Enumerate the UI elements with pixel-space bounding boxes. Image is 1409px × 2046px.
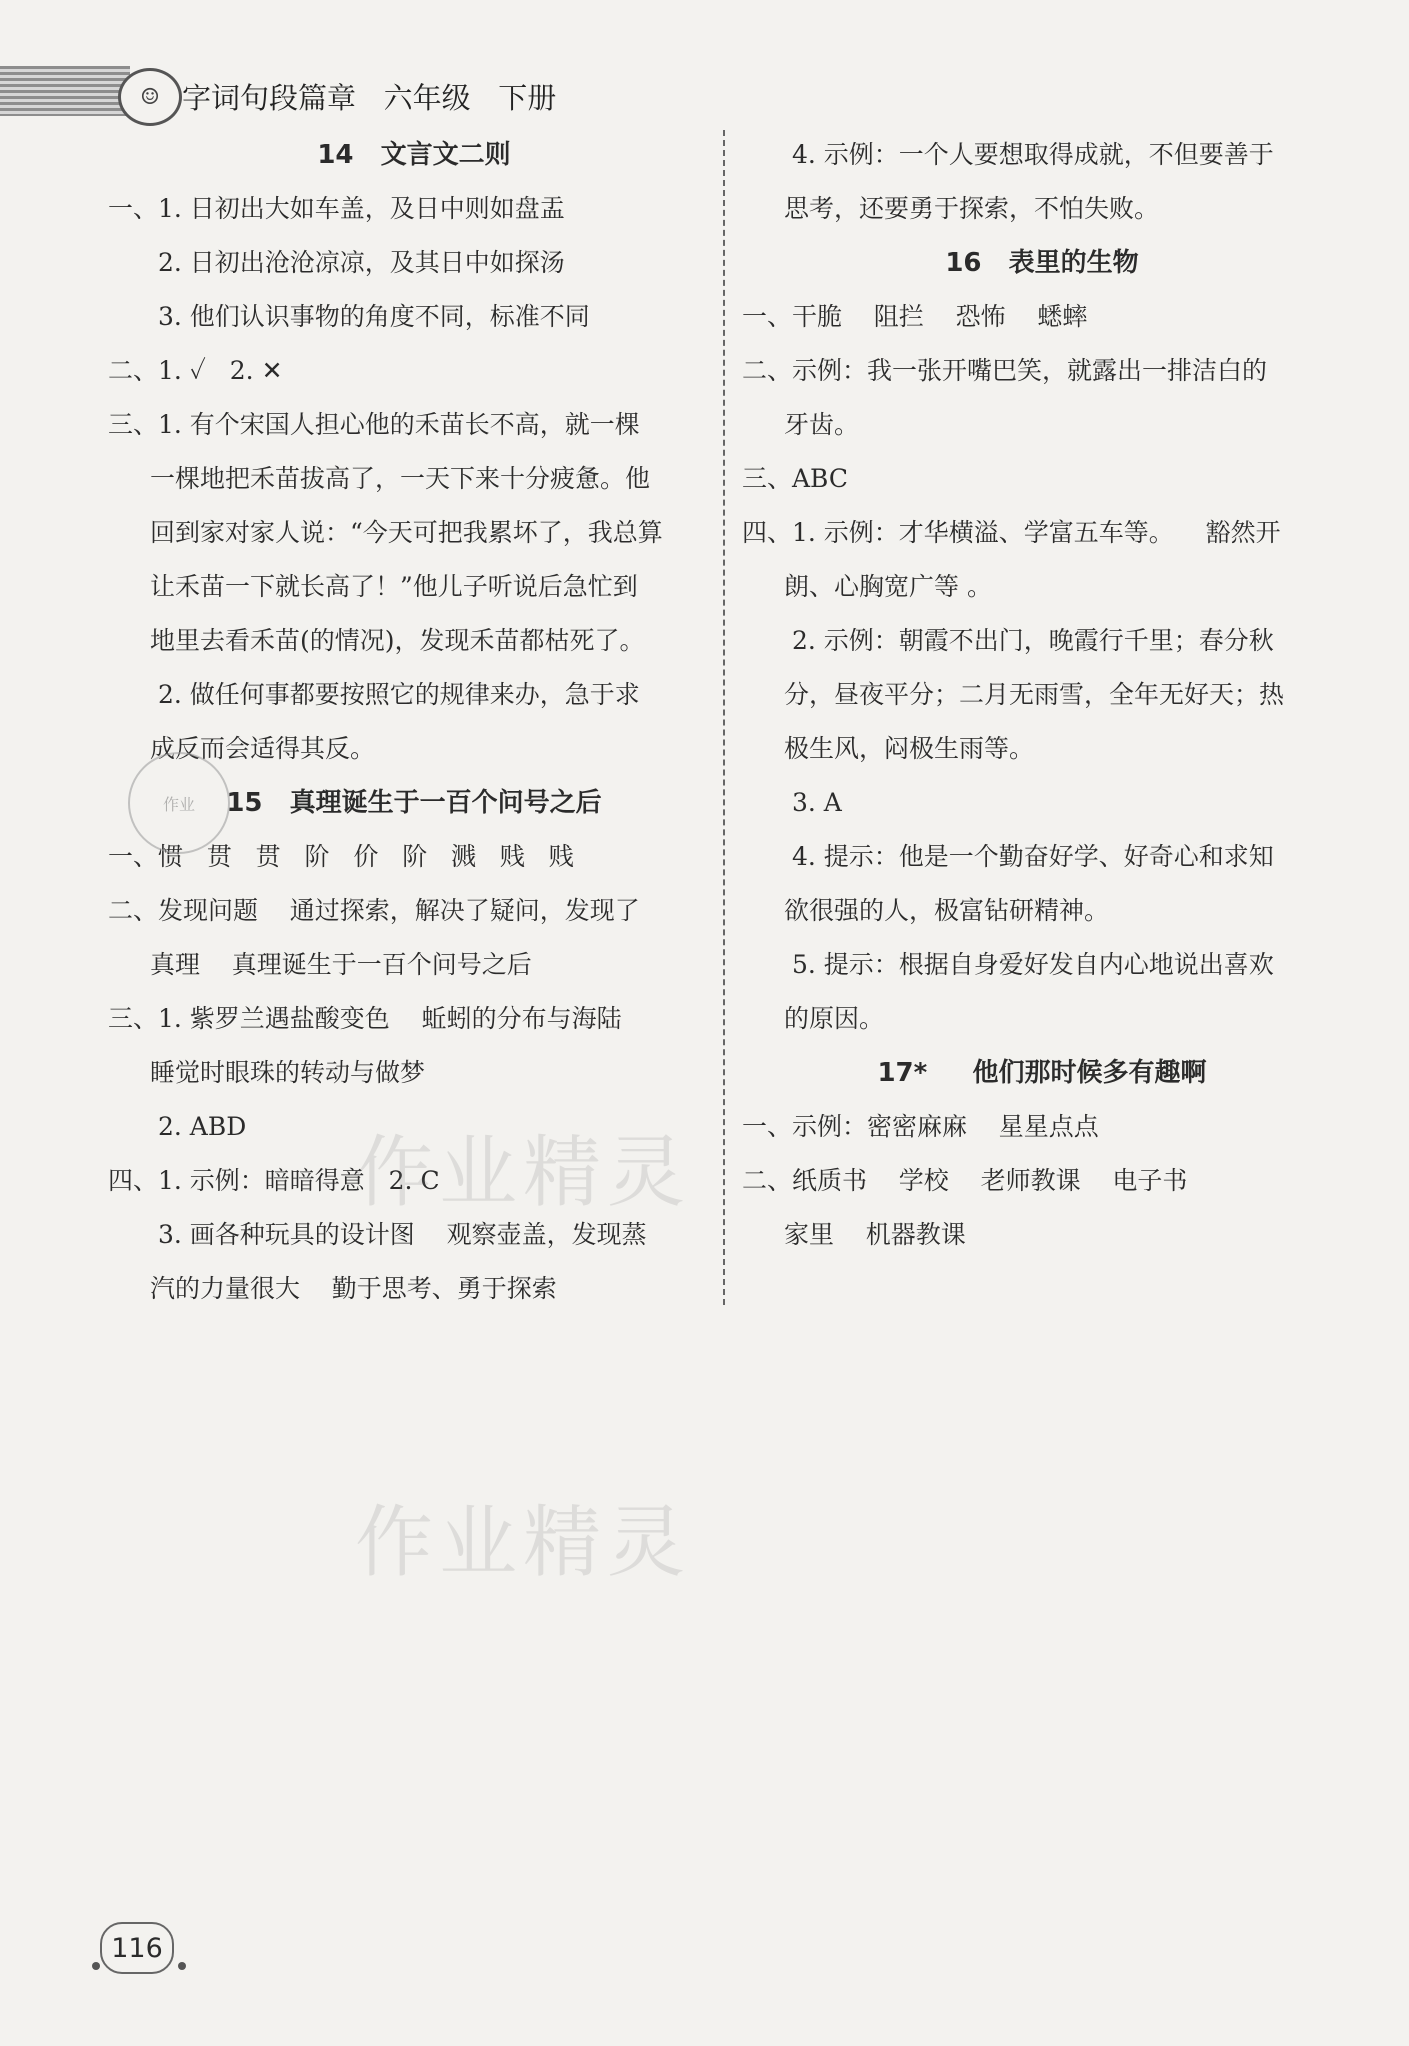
answer-line: 欲很强的人，极富钻研精神。 [784,896,1110,925]
answer-line: 二、纸质书 学校 老师教课 电子书 [742,1166,1188,1195]
answer-line: 思考，还要勇于探索，不怕失败。 [784,194,1160,223]
section-14-title: 14 文言文二则 [317,140,511,170]
answer-line: 成反而会适得其反。 [150,734,376,763]
answer-line: 牙齿。 [784,410,860,439]
page-number: 116 [100,1922,174,1974]
answer-line: 一、示例：密密麻麻 星星点点 [742,1112,1099,1141]
answer-line: 四、1. 示例：才华横溢、学富五车等。 豁然开 [742,518,1281,547]
answer-line: 3. A [792,788,842,817]
answer-line: 三、1. 紫罗兰遇盐酸变色 蚯蚓的分布与海陆 [108,1004,622,1033]
answer-line: 让禾苗一下就长高了！”他儿子听说后急忙到 [150,572,638,601]
cartoon-face-icon: ☺ [118,68,182,126]
right-column [742,128,1342,1262]
answer-line: 2. 日初出沧沧凉凉，及其日中如探汤 [158,248,565,277]
answer-line: 二、发现问题 通过探索，解决了疑问，发现了 [108,896,640,925]
column-divider [723,130,725,1305]
section-15-title: 15 真理诞生于一百个问号之后 [226,788,602,818]
section-17-title: 17* 他们那时候多有趣啊 [877,1058,1207,1088]
answer-line: 三、ABC [742,464,849,493]
answer-line: 汽的力量很大 勤于思考、勇于探索 [150,1274,557,1303]
watermark: 作业精灵 [355,1128,692,1218]
answer-line: 四、1. 示例：暗暗得意 2. C [108,1166,440,1195]
answer-line: 一棵地把禾苗拔高了，一天下来十分疲惫。他 [150,464,651,493]
answer-line: 回到家对家人说：“今天可把我累坏了，我总算 [150,518,663,547]
answer-line: 家里 机器教课 [784,1220,966,1249]
page-dot-right [178,1962,186,1970]
stamp-seal: 作业 [128,752,230,854]
answer-line: 一、干脆 阻拦 恐怖 蟋蟀 [742,302,1088,331]
answer-line: 地里去看禾苗(的情况)，发现禾苗都枯死了。 [150,626,645,655]
answer-line: 真理 真理诞生于一百个问号之后 [150,950,532,979]
answer-line: 4. 示例：一个人要想取得成就，不但要善于 [792,140,1274,169]
answer-line: 一、1. 日初出大如车盖，及日中则如盘盂 [108,194,565,223]
answer-line: 3. 他们认识事物的角度不同，标准不同 [158,302,590,331]
section-16-title: 16 表里的生物 [945,248,1139,278]
answer-line: 睡觉时眼珠的转动与做梦 [150,1058,426,1087]
answer-line: 一、惯 贯 贯 阶 价 阶 溅 贱 贱 [108,842,574,871]
answer-line: 2. 示例：朝霞不出门，晚霞行千里；春分秋 [792,626,1274,655]
answer-line: 极生风，闷极生雨等。 [784,734,1035,763]
header-title: 字词句段篇章 六年级 下册 [182,81,557,115]
answer-line: 3. 画各种玩具的设计图 观察壶盖，发现蒸 [158,1220,647,1249]
answer-line: 4. 提示：他是一个勤奋好学、好奇心和求知 [792,842,1274,871]
answer-line: 的原因。 [784,1004,885,1033]
answer-line: 5. 提示：根据自身爱好发自内心地说出喜欢 [792,950,1274,979]
watermark: 作业精灵 [355,1498,692,1588]
answer-line: 二、1. ✓ 2. ✕ [108,356,283,385]
answer-line: 2. ABD [158,1112,247,1141]
page-dot-left [92,1962,100,1970]
answer-line: 朗、心胸宽广等 。 [784,572,992,601]
answer-line: 2. 做任何事都要按照它的规律来办，急于求 [158,680,640,709]
answer-line: 分，昼夜平分；二月无雨雪，全年无好天；热 [784,680,1285,709]
answer-line: 三、1. 有个宋国人担心他的禾苗长不高，就一棵 [108,410,640,439]
header-stripe-bar [0,66,130,116]
answer-line: 二、示例：我一张开嘴巴笑，就露出一排洁白的 [742,356,1268,385]
